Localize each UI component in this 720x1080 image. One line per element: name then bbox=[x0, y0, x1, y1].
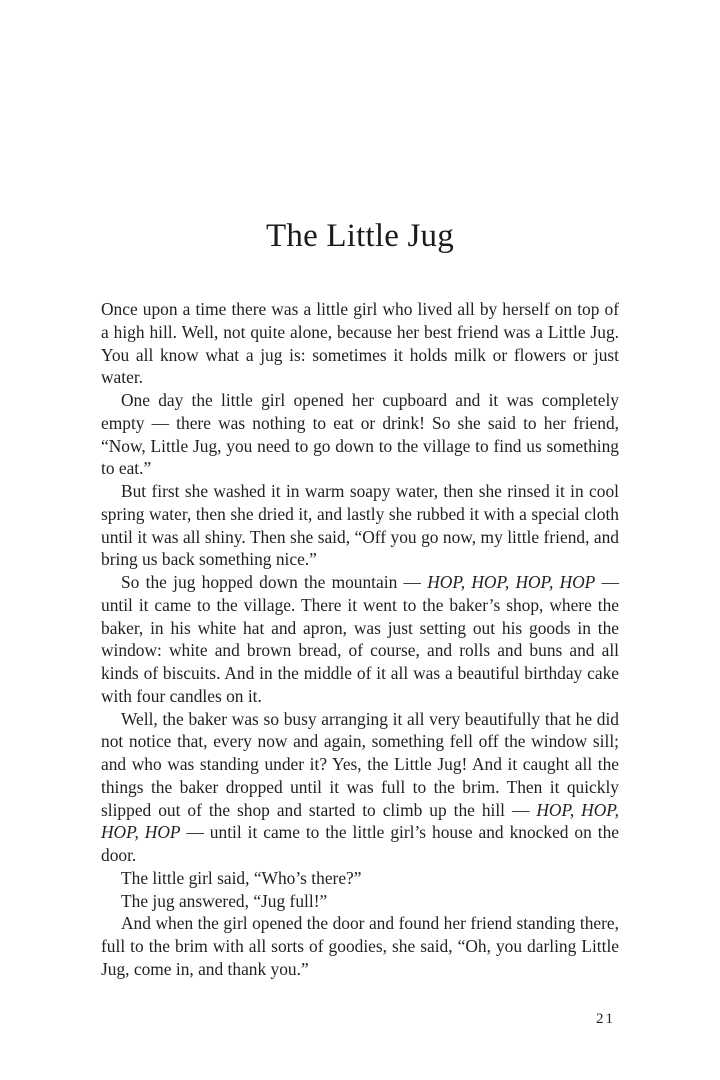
story-body bbox=[101, 298, 619, 981]
italic-onomatopoeia: HOP, HOP, HOP, HOP bbox=[101, 799, 619, 843]
paragraph-text: — until it came to the village. There it went to the baker’s shop, where the baker, in his white hat and apron, was just setting out his goods in the window: white and brown bread, of course, and rolls and buns and all kinds of biscuits. And in the middle of it all was a beautiful birthday cake with four candles on it. bbox=[101, 572, 619, 706]
paragraph-text: Once upon a time there was a little girl who lived all by herself on top of a high hill. Well, not quite alone, because her best friend was a Little Jug. You all know what a jug is: sometimes it holds milk or flowers or just water. bbox=[101, 299, 619, 388]
paragraph-text: — until it came to the little girl’s house and knocked on the door. bbox=[101, 822, 619, 865]
paragraph bbox=[101, 890, 619, 913]
paragraph bbox=[101, 571, 619, 708]
paragraph bbox=[101, 708, 619, 867]
paragraph-text: Well, the baker was so busy arranging it all very beautifully that he did not notice that, every now and again, something fell off the window sill; and who was standing under it? Yes, the Little Jug! And it caught all the things the baker dropped until it was full to the brim. Then it quickly slipped out of the shop and started to climb up the hill — bbox=[101, 708, 619, 820]
paragraph-text: But first she washed it in warm soapy water, then she rinsed it in cool spring water, then she dried it, and lastly she rubbed it with a special cloth until it was all shiny. Then she said, “Off you go now, my little friend, and bring us back something nice.” bbox=[101, 481, 619, 570]
paragraph-text: So the jug hopped down the mountain — bbox=[121, 572, 428, 592]
paragraph-text: The jug answered, “Jug full!” bbox=[121, 890, 328, 911]
paragraph-text: And when the girl opened the door and found her friend standing there, full to the brim with all sorts of goodies, she said, “Oh, you darling Little Jug, come in, and thank you.” bbox=[101, 913, 619, 979]
paragraph bbox=[101, 867, 619, 890]
paragraph bbox=[101, 480, 619, 571]
italic-onomatopoeia: HOP, HOP, HOP, HOP bbox=[427, 572, 596, 592]
paragraph bbox=[101, 912, 619, 980]
paragraph bbox=[101, 298, 619, 389]
page-number: 21 bbox=[596, 1011, 615, 1027]
paragraph-text: The little girl said, “Who’s there?” bbox=[121, 867, 362, 888]
paragraph bbox=[101, 389, 619, 480]
paragraph-text: One day the little girl opened her cupboard and it was completely empty — there was nothing to eat or drink! So she said to her friend, “Now, Little Jug, you need to go down to the village to find us something to eat.” bbox=[101, 390, 619, 479]
chapter-title: The Little Jug bbox=[266, 218, 454, 254]
